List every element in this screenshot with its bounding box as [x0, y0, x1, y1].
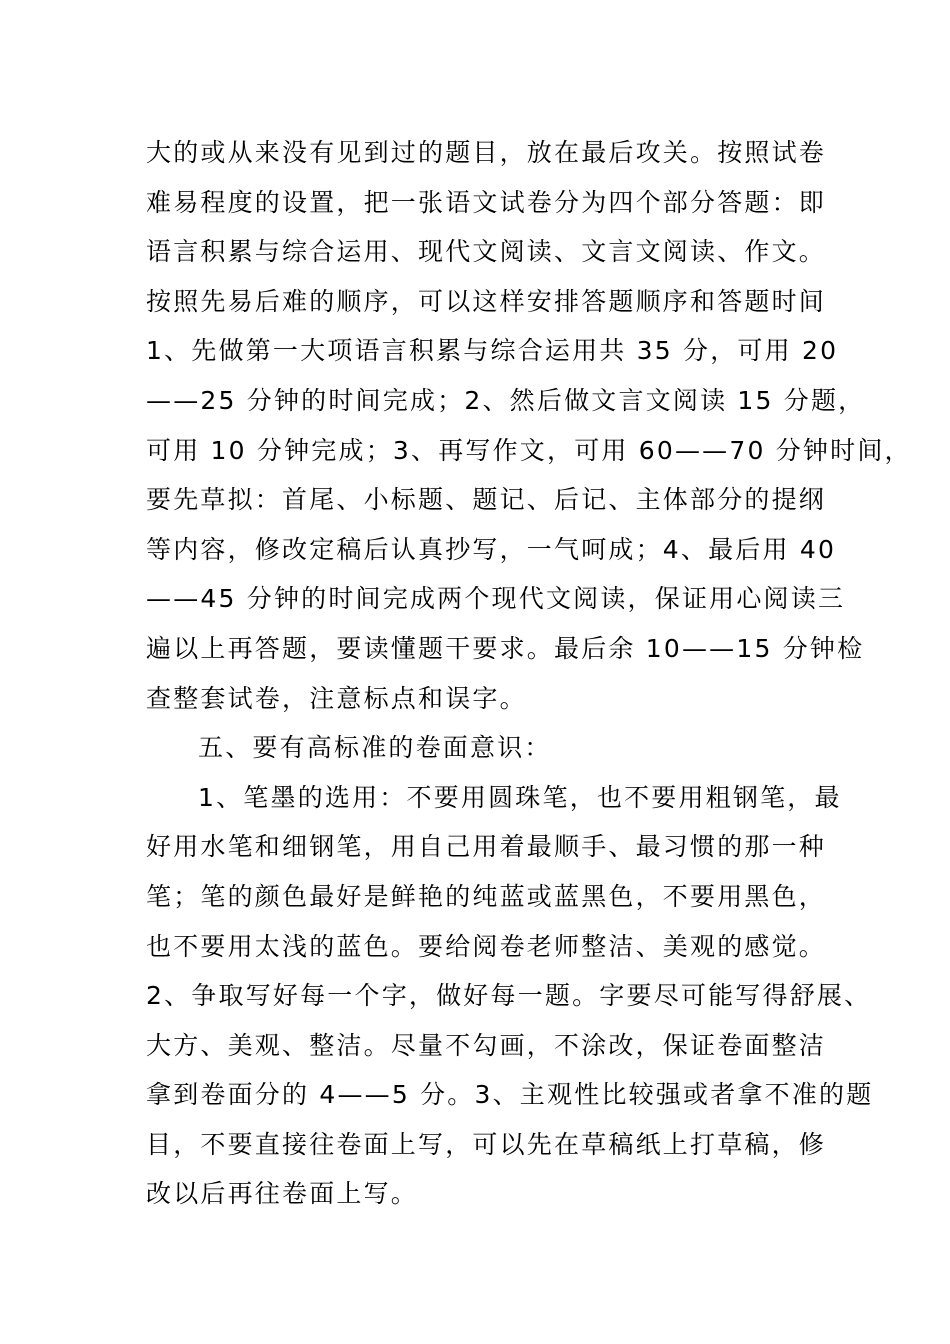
text-line: 好用水笔和细钢笔，用自己用着最顺手、最习惯的那一种	[146, 832, 827, 862]
section-heading: 五、要有高标准的卷面意识：	[198, 733, 552, 763]
text-line: 也不要用太浅的蓝色。要给阅卷老师整洁、美观的感觉。	[146, 931, 827, 961]
text-line: 要先草拟：首尾、小标题、题记、后记、主体部分的提纲	[146, 485, 827, 515]
text-line: 等内容，修改定稿后认真抄写，一气呵成；4、最后用 40	[146, 534, 837, 564]
text-line: 1、先做第一大项语言积累与综合运用共 35 分，可用 20	[146, 336, 839, 366]
text-line: 拿到卷面分的 4——5 分。3、主观性比较强或者拿不准的题	[146, 1080, 874, 1110]
text-line: 可用 10 分钟完成；3、再写作文，可用 60——70 分钟时间，	[146, 435, 912, 465]
text-line: 2、争取写好每一个字，做好每一题。字要尽可能写得舒展、	[146, 981, 872, 1011]
text-line: 大方、美观、整洁。尽量不勾画，不涂改，保证卷面整洁	[146, 1030, 827, 1060]
text-line: 遍以上再答题，要读懂题干要求。最后余 10——15 分钟检	[146, 633, 865, 663]
text-line: 按照先易后难的顺序，可以这样安排答题顺序和答题时间	[146, 286, 827, 316]
body-text	[146, 128, 912, 1219]
text-line: 1、笔墨的选用：不要用圆珠笔，也不要用粗钢笔，最	[198, 782, 842, 812]
text-line: 目，不要直接往卷面上写，可以先在草稿纸上打草稿，修	[146, 1129, 827, 1159]
text-line: ——25 分钟的时间完成；2、然后做文言文阅读 15 分题，	[146, 385, 866, 415]
text-line: 笔；笔的颜色最好是鲜艳的纯蓝或蓝黑色，不要用黑色，	[146, 881, 827, 911]
text-line: 难易程度的设置，把一张语文试卷分为四个部分答题：即	[146, 187, 827, 217]
text-line: 查整套试卷，注意标点和误字。	[146, 683, 527, 713]
text-line: ——45 分钟的时间完成两个现代文阅读，保证用心阅读三	[146, 584, 846, 614]
text-line: 大的或从来没有见到过的题目，放在最后攻关。按照试卷	[146, 138, 827, 167]
text-line: 改以后再往卷面上写。	[146, 1179, 419, 1209]
text-line: 语言积累与综合运用、现代文阅读、文言文阅读、作文。	[146, 237, 827, 267]
